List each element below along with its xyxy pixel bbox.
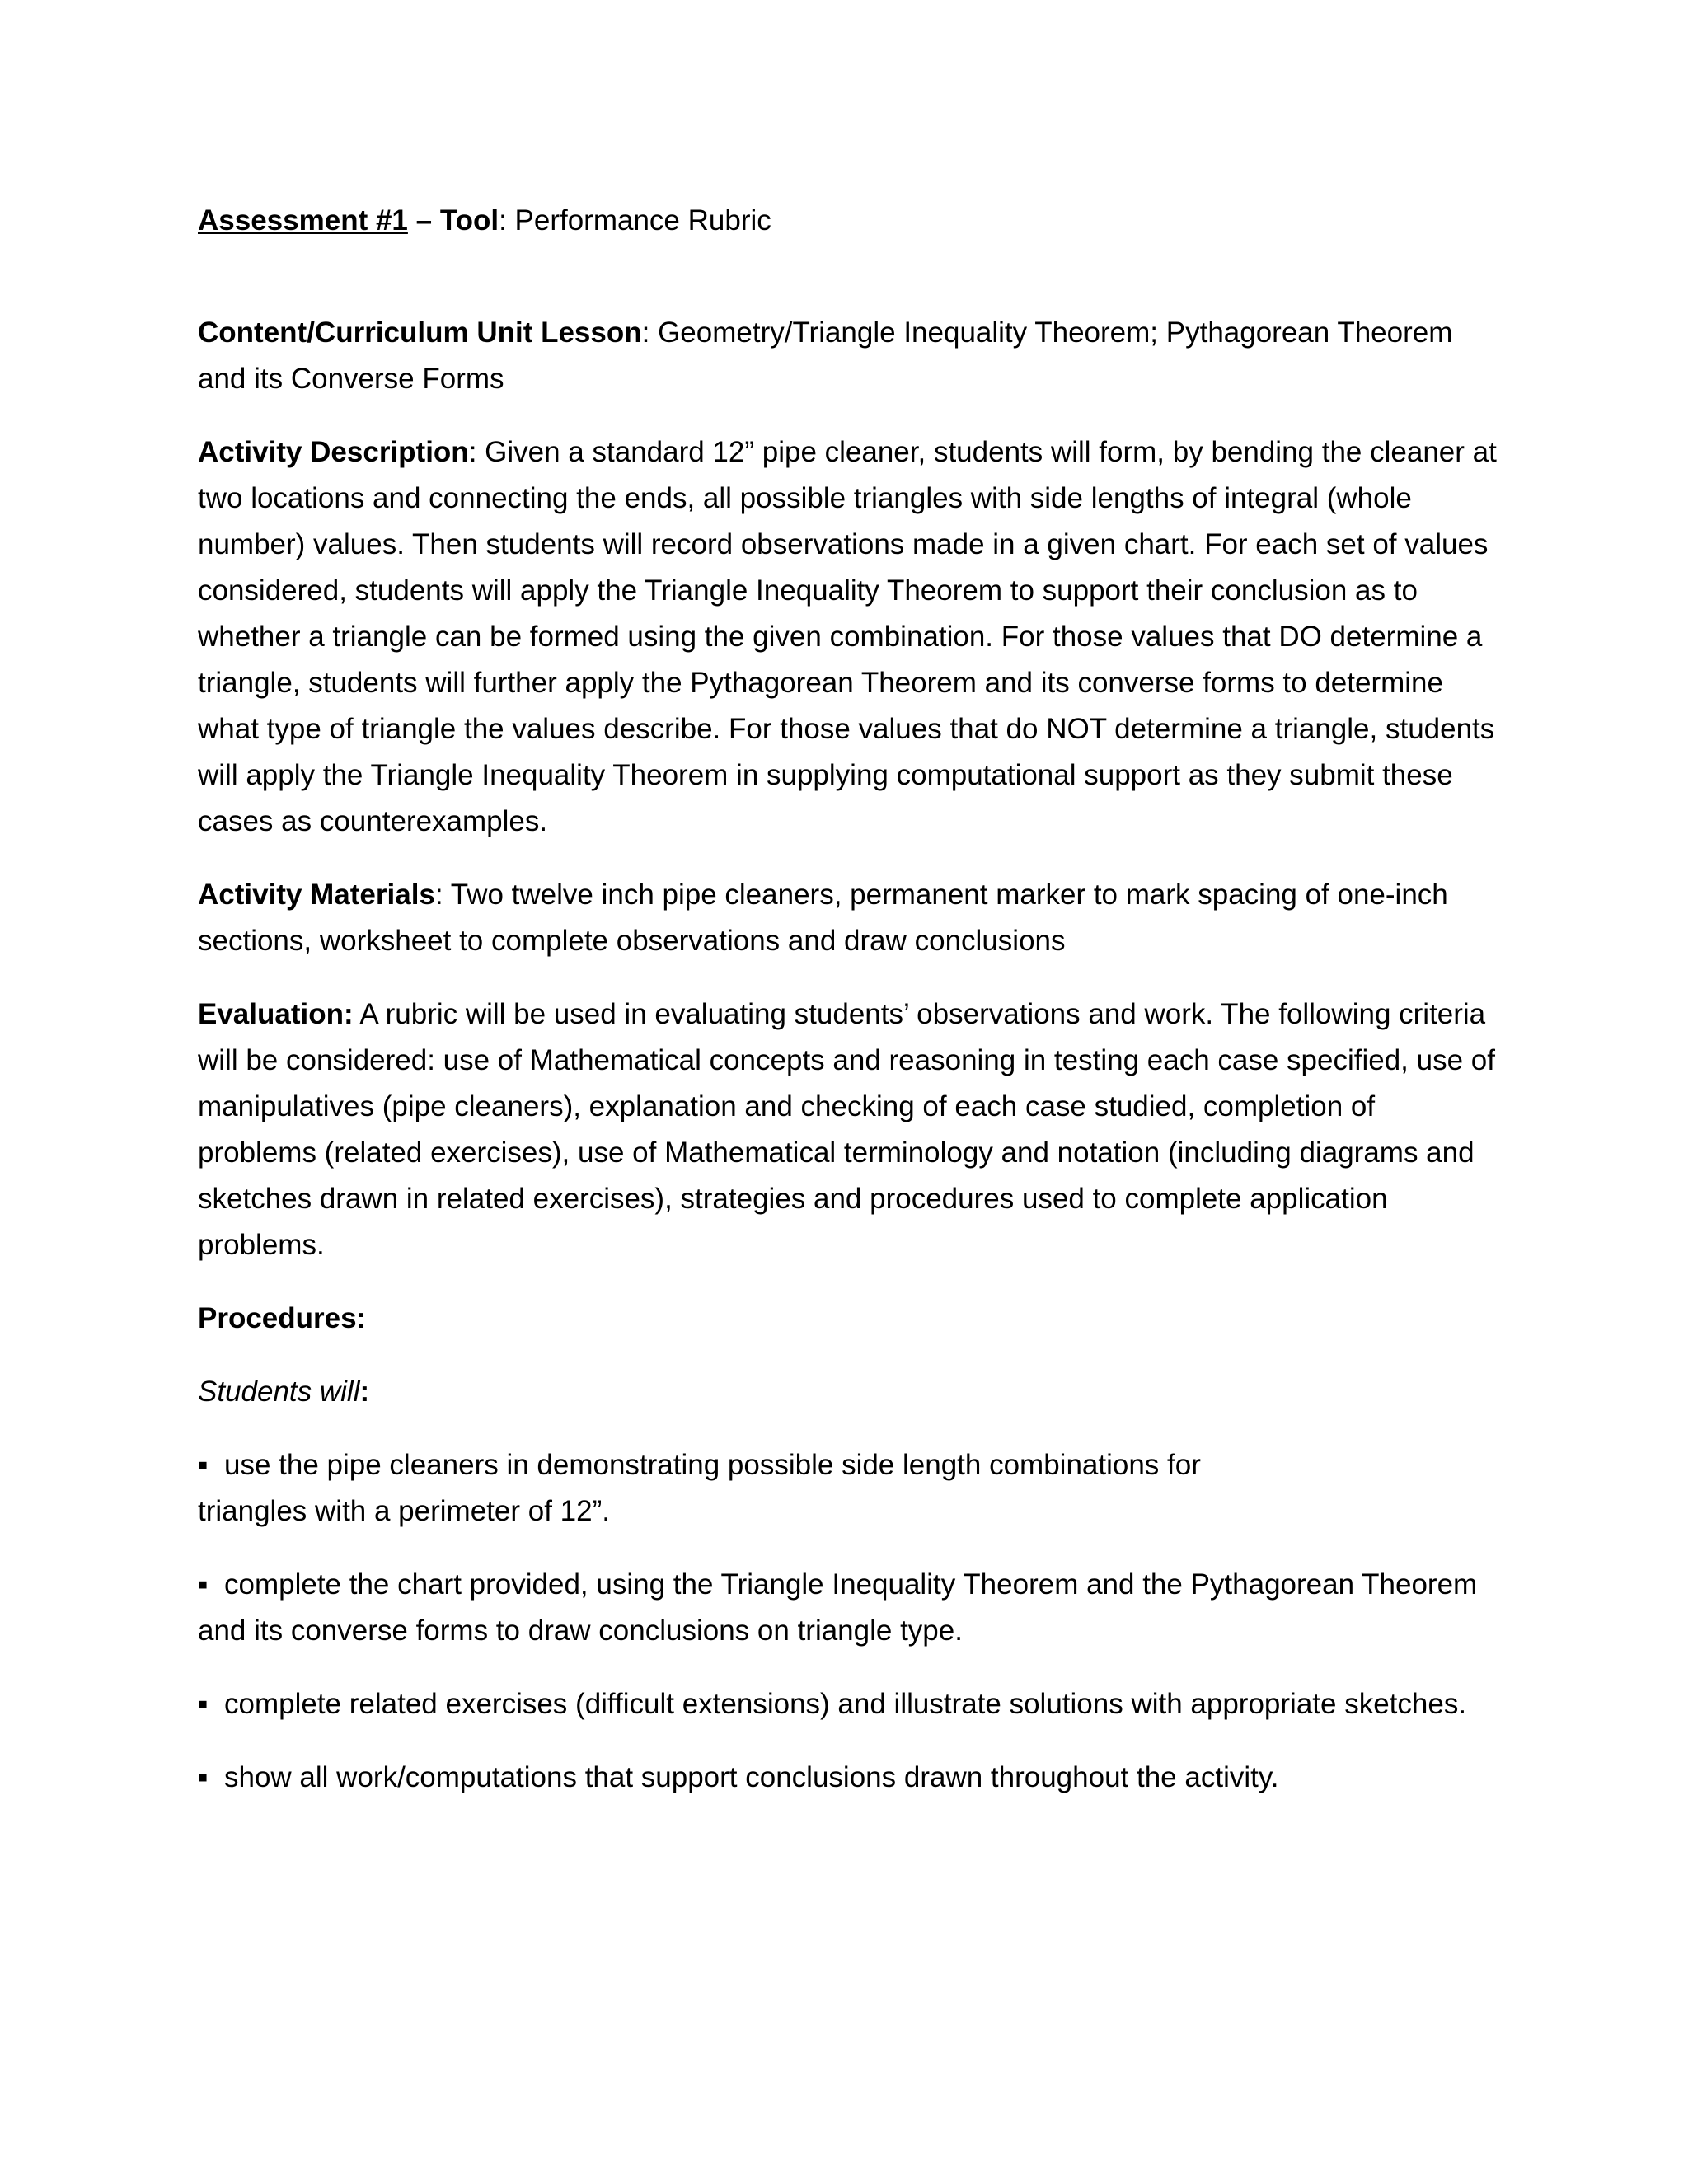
activity-description-colon: : <box>468 436 485 468</box>
evaluation-text: A rubric will be used in evaluating students’ observations and work. The following criteria will be considered: use of Mathematical concepts and reasoning in testing each case specified, use of manipulatives (pipe cleaners), explanation and checking of each case studied, completion of problems (related exercises), use of Mathematical terminology and notation (including diagrams and sketches drawn in related exercises), strategies and procedures used to complete application problems. <box>198 998 1495 1261</box>
activity-materials-paragraph <box>198 872 1500 964</box>
activity-materials-text: Two twelve inch pipe cleaners, permanent marker to mark spacing of one-inch sections, worksheet to complete observations and draw conclusions <box>198 879 1448 957</box>
procedure-item <box>198 1755 1500 1801</box>
activity-materials-label: Activity Materials <box>198 879 435 911</box>
tool-label: Tool <box>439 204 499 237</box>
activity-description-text: Given a standard 12” pipe cleaner, students will form, by bending the cleaner at two locations and connecting the ends, all possible triangles with side lengths of integral (whole number) values. Then students will record observations made in a given chart. For each set of values considered, students will apply the Triangle Inequality Theorem to support their conclusion as to whether a triangle can be formed using the given combination. For those values that DO determine a triangle, students will further apply the Pythagorean Theorem and its converse forms to determine what type of triangle the values describe. For those values that do NOT determine a triangle, students will apply the Triangle Inequality Theorem in supplying computational support as they submit these cases as counterexamples. <box>198 436 1497 837</box>
evaluation-label: Evaluation: <box>198 998 354 1030</box>
spacer <box>198 244 1500 310</box>
procedure-item-text: complete related exercises (difficult extensions) and illustrate solutions with appropriate sketches. <box>224 1688 1467 1720</box>
procedure-item <box>198 1442 1500 1535</box>
students-will-colon: : <box>359 1376 370 1408</box>
content-unit-colon: : <box>641 316 659 349</box>
activity-description-paragraph <box>198 429 1500 845</box>
document-body <box>198 198 1500 1828</box>
bullet-icon: ▪ <box>198 1688 209 1720</box>
content-unit-label: Content/Curriculum Unit Lesson <box>198 316 642 349</box>
procedures-label: Procedures: <box>198 1302 367 1334</box>
procedure-item-text: show all work/computations that support conclusions drawn throughout the activity. <box>224 1761 1279 1793</box>
assessment-label: Assessment #1 <box>198 204 408 237</box>
bullet-icon: ▪ <box>198 1449 209 1481</box>
tool-value: Performance Rubric <box>514 204 771 237</box>
students-will-text: Students will <box>198 1376 360 1408</box>
content-unit-paragraph <box>198 310 1500 402</box>
content-unit-text: Geometry/Triangle Inequality Theorem; Pythagorean Theorem and its Converse Forms <box>198 316 1453 395</box>
header-separator: – <box>407 204 440 237</box>
bullet-icon: ▪ <box>198 1761 209 1793</box>
evaluation-paragraph <box>198 991 1500 1268</box>
bullet-icon: ▪ <box>198 1568 209 1601</box>
procedure-item <box>198 1562 1500 1654</box>
procedure-item <box>198 1681 1500 1727</box>
students-will-line <box>198 1369 1500 1415</box>
procedure-item-text: complete the chart provided, using the Triangle Inequality Theorem and the Pythagorean Theorem and its converse forms to draw conclusions on triangle type. <box>198 1568 1478 1647</box>
procedure-item-text: use the pipe cleaners in demonstrating possible side length combinations for <box>224 1449 1201 1481</box>
procedures-heading <box>198 1296 1500 1342</box>
procedure-item-text-continued: triangles with a perimeter of 12”. <box>198 1495 610 1527</box>
tool-colon: : <box>499 204 515 237</box>
activity-materials-colon: : <box>434 879 451 911</box>
activity-description-label: Activity Description <box>198 436 469 468</box>
assessment-header <box>198 198 1500 244</box>
